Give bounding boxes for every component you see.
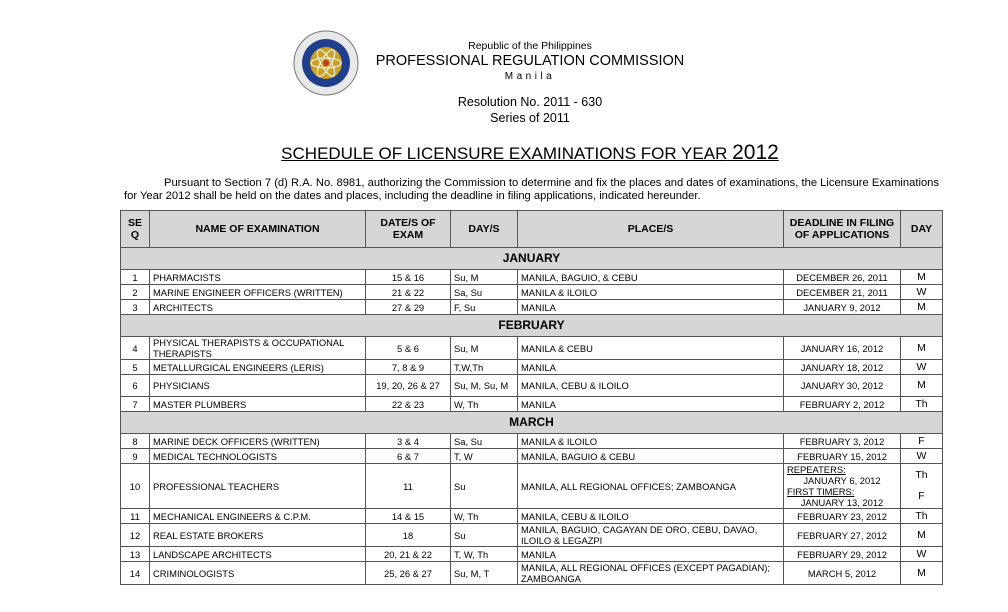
seq-cell: 11 [121,509,150,524]
page-title [160,141,900,165]
exam-name-cell: CRIMINOLOGISTS [150,562,366,585]
month-header-row [121,248,943,270]
exam-dates-cell: 20, 21 & 22 [366,547,451,562]
table-row [121,562,943,585]
table-row [121,300,943,315]
table-row [121,360,943,375]
title-text: SCHEDULE OF LICENSURE EXAMINATIONS FOR YEAR [281,144,728,163]
intro-paragraph: Pursuant to Section 7 (d) R.A. No. 8981, authorizing the Commission to determine and fix the places and dates of examinations, the Licensure Examinations for Year 2012 shall be held on the dates and places, including the deadline in filing applications, indicated hereunder. [124,177,939,202]
deadline-cell: JANUARY 18, 2012 [784,360,901,375]
deadline-day-cell: W [901,449,943,464]
seq-cell: 7 [121,397,150,412]
repeaters-day: Th [915,469,928,481]
deadline-day-cell: Th [901,509,943,524]
first-timers-deadline: JANUARY 13, 2012 [800,497,884,508]
month-label: JANUARY [121,248,943,270]
deadline-day-cell: M [901,524,943,547]
places-cell: MANILA, CEBU & ILOILO [518,375,784,397]
month-label: MARCH [121,412,943,434]
seq-cell: 6 [121,375,150,397]
places-cell: MANILA & CEBU [518,337,784,360]
exam-dates-cell: 14 & 15 [366,509,451,524]
exam-name-cell: PHYSICIANS [150,375,366,397]
deadline-cell: DECEMBER 26, 2011 [784,270,901,285]
exam-name-cell: MEDICAL TECHNOLOGISTS [150,449,366,464]
table-row [121,375,943,397]
exam-name-cell: ARCHITECTS [150,300,366,315]
exam-days-cell: Su, M [451,270,518,285]
deadline-day-cell: F [901,434,943,449]
deadline-cell [784,464,901,509]
col-header-name: NAME OF EXAMINATION [150,211,366,248]
table-row [121,524,943,547]
schedule-table [120,210,943,585]
places-cell: MANILA [518,397,784,412]
deadline-cell: FEBRUARY 3, 2012 [784,434,901,449]
exam-dates-cell: 7, 8 & 9 [366,360,451,375]
exam-dates-cell: 6 & 7 [366,449,451,464]
deadline-cell: FEBRUARY 15, 2012 [784,449,901,464]
deadline-day-cell: M [901,300,943,315]
table-row [121,397,943,412]
first-timers-label: FIRST TIMERS: [787,486,855,497]
col-header-dates: DATE/S OF EXAM [366,211,451,248]
table-row [121,337,943,360]
exam-name-cell: MARINE DECK OFFICERS (WRITTEN) [150,434,366,449]
places-cell: MANILA, ALL REGIONAL OFFICES; ZAMBOANGA [518,464,784,509]
places-cell: MANILA & ILOILO [518,285,784,300]
exam-name-cell: PROFESSIONAL TEACHERS [150,464,366,509]
republic-label: Republic of the Philippines [468,40,592,52]
deadline-cell: JANUARY 16, 2012 [784,337,901,360]
exam-dates-cell: 5 & 6 [366,337,451,360]
deadline-cell: MARCH 5, 2012 [784,562,901,585]
places-cell: MANILA [518,300,784,315]
deadline-day-cell: M [901,562,943,585]
places-cell: MANILA & ILOILO [518,434,784,449]
places-cell: MANILA, BAGUIO & CEBU [518,449,784,464]
places-cell: MANILA [518,360,784,375]
repeaters-deadline: JANUARY 6, 2012 [803,475,881,486]
exam-days-cell: Su [451,464,518,509]
seq-cell: 14 [121,562,150,585]
places-cell: MANILA, CEBU & ILOILO [518,509,784,524]
col-header-days: DAY/S [451,211,518,248]
deadline-cell: FEBRUARY 2, 2012 [784,397,901,412]
places-cell: MANILA, BAGUIO, CAGAYAN DE ORO, CEBU, DAVAO, ILOILO & LEGAZPI [518,524,784,547]
deadline-day-cell: Th [901,397,943,412]
seq-cell: 8 [121,434,150,449]
col-header-deadline: DEADLINE IN FILING OF APPLICATIONS [784,211,901,248]
table-row [121,270,943,285]
exam-name-cell: METALLURGICAL ENGINEERS (LERIS) [150,360,366,375]
seq-cell: 4 [121,337,150,360]
exam-dates-cell: 22 & 23 [366,397,451,412]
col-header-seq: SE Q [121,211,150,248]
exam-name-cell: MASTER PLUMBERS [150,397,366,412]
exam-days-cell: W, Th [451,509,518,524]
exam-dates-cell: 11 [366,464,451,509]
deadline-day-cell: M [901,337,943,360]
month-header-row [121,412,943,434]
month-label: FEBRUARY [121,315,943,337]
seq-cell: 3 [121,300,150,315]
col-header-places: PLACE/S [518,211,784,248]
deadline-day-cell: M [901,270,943,285]
repeaters-label: REPEATERS: [787,464,846,475]
first-timers-day: F [918,490,925,502]
resolution-number: Resolution No. 2011 - 630 [457,95,603,109]
exam-dates-cell: 3 & 4 [366,434,451,449]
exam-days-cell: Su, M [451,337,518,360]
places-cell: MANILA, ALL REGIONAL OFFICES (EXCEPT PAGADIAN); ZAMBOANGA [518,562,784,585]
deadline-day-cell: W [901,285,943,300]
exam-name-cell: MECHANICAL ENGINEERS & C.P.M. [150,509,366,524]
deadline-cell: JANUARY 30, 2012 [784,375,901,397]
deadline-cell: JANUARY 9, 2012 [784,300,901,315]
places-cell: MANILA [518,547,784,562]
exam-dates-cell: 25, 26 & 27 [366,562,451,585]
deadline-cell: FEBRUARY 27, 2012 [784,524,901,547]
exam-days-cell: Su, M, T [451,562,518,585]
table-row [121,449,943,464]
deadline-day-cell: W [901,547,943,562]
col-header-day: DAY [901,211,943,248]
exam-dates-cell: 15 & 16 [366,270,451,285]
deadline-day-cell: W [901,360,943,375]
month-header-row [121,315,943,337]
exam-name-cell: PHYSICAL THERAPISTS & OCCUPATIONAL THERAPISTS [150,337,366,360]
exam-name-cell: LANDSCAPE ARCHITECTS [150,547,366,562]
exam-days-cell: F, Su [451,300,518,315]
exam-days-cell: T,W,Th [451,360,518,375]
seq-cell: 1 [121,270,150,285]
exam-days-cell: Sa, Su [451,285,518,300]
commission-name: PROFESSIONAL REGULATION COMMISSION [375,53,685,69]
exam-days-cell: Sa, Su [451,434,518,449]
exam-dates-cell: 19, 20, 26 & 27 [366,375,451,397]
exam-days-cell: T, W [451,449,518,464]
series-label: Series of 2011 [490,111,570,125]
exam-days-cell: Su, M, Su, M [451,375,518,397]
places-cell: MANILA, BAGUIO, & CEBU [518,270,784,285]
exam-days-cell: W, Th [451,397,518,412]
deadline-cell: FEBRUARY 29, 2012 [784,547,901,562]
table-row [121,285,943,300]
table-header-row [121,211,943,248]
title-year: 2012 [732,141,779,164]
seq-cell: 5 [121,360,150,375]
seq-cell: 2 [121,285,150,300]
exam-days-cell: Su [451,524,518,547]
seq-cell: 12 [121,524,150,547]
deadline-cell: DECEMBER 21, 2011 [784,285,901,300]
deadline-cell: FEBRUARY 23, 2012 [784,509,901,524]
exam-dates-cell: 21 & 22 [366,285,451,300]
table-row [121,509,943,524]
exam-dates-cell: 27 & 29 [366,300,451,315]
city-label: Manila [504,71,556,82]
seq-cell: 10 [121,464,150,509]
seq-cell: 13 [121,547,150,562]
table-row [121,434,943,449]
deadline-day-cell: M [901,375,943,397]
exam-dates-cell: 18 [366,524,451,547]
seq-cell: 9 [121,449,150,464]
exam-name-cell: MARINE ENGINEER OFFICERS (WRITTEN) [150,285,366,300]
exam-name-cell: PHARMACISTS [150,270,366,285]
deadline-day-cell [901,464,943,509]
table-row [121,547,943,562]
exam-days-cell: T, W, Th [451,547,518,562]
exam-name-cell: REAL ESTATE BROKERS [150,524,366,547]
table-row [121,464,943,509]
